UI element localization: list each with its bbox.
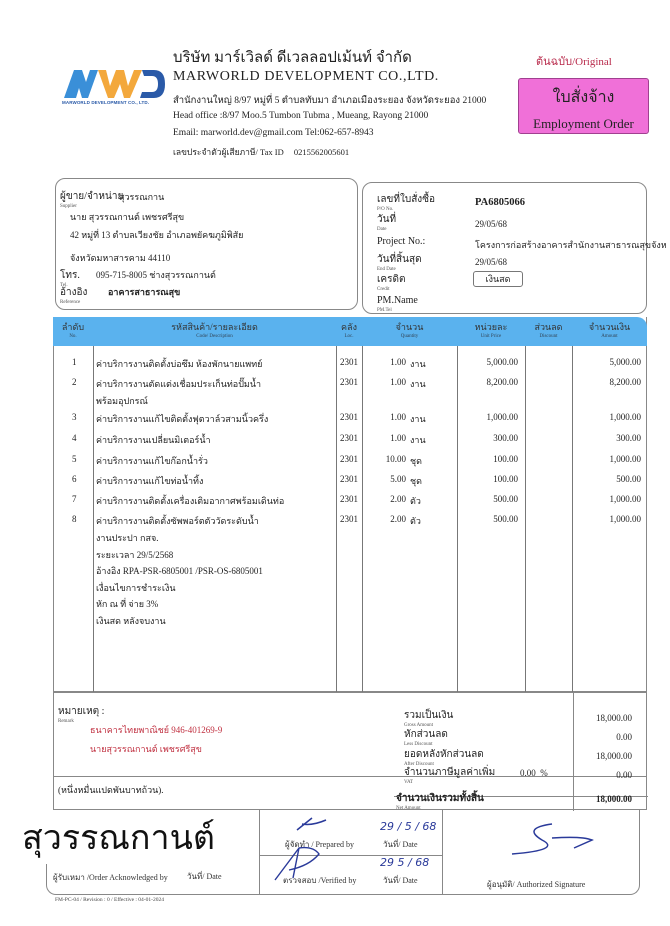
row-description: ค่าบริการงานแก้ไขท่อน้ำทิ้ง [96, 476, 204, 486]
mwd-logo-icon [62, 66, 166, 100]
company-address-en: Head office :8/97 Moo.5 Tumbon Tubma , Mueang, Rayong 21000 [173, 111, 429, 121]
col-divider [93, 346, 94, 692]
po-number: PA6805066 [475, 197, 525, 208]
prepared-date: 29 / 5 / 68 [380, 820, 437, 833]
company-tax-id-row [173, 145, 349, 159]
col-discount: ส่วนลด Discount [534, 322, 563, 339]
amount-in-words: (หนึ่งหมื่นแปดพันบาทถ้วน). [58, 785, 164, 795]
supplier-tel: 095-715-8005 ช่างสุวรรณกานต์ [96, 270, 216, 280]
remark-bank: ธนาคารไทยพาณิชย์ 946-401269-9 [90, 725, 223, 735]
po-info-box [362, 182, 667, 314]
row-location: 2301 [340, 514, 358, 524]
row-quantity: 2.00 [390, 494, 406, 504]
vat-amount: 0.00 [616, 770, 632, 780]
row-number: 8 [72, 514, 77, 524]
row-description: ค่าบริการงานติดตั้งเครื่องเติมอากาศพร้อมเดินท่อ [96, 496, 285, 506]
row-description: ค่าบริการงานติดตั้งบ่อซึม ห้องพักนายแพทย์ [96, 359, 263, 369]
row-description: ค่าบริการงานตัดแต่งเชื่อมประเก็นท่อปั๊มน้ำ [96, 379, 262, 389]
credit-label: เครดิต Credit [377, 274, 406, 292]
gross-label: รวมเป็นเงิน Gross Amount [404, 710, 454, 728]
row-number: 4 [72, 433, 77, 443]
verified-signature-icon [269, 842, 329, 882]
row-unit-price: 100.00 [493, 474, 518, 484]
col-no: ลำดับ No. [61, 322, 85, 339]
row-amount: 500.00 [616, 474, 641, 484]
col-divider [362, 346, 363, 692]
po-no-label: เลขที่ใบสั่งซื้อ P/O No. [377, 194, 435, 212]
supplier-box [55, 178, 358, 310]
row-quantity: 2.00 [390, 514, 406, 524]
net-amount: 18,000.00 [596, 794, 632, 804]
divider [442, 810, 443, 895]
note-line: อ้างอิง RPA-PSR-6805001 /PSR-OS-6805001 [96, 566, 263, 576]
row-amount: 1,000.00 [609, 494, 641, 504]
row-unit: ชุด [410, 476, 422, 486]
row-amount: 1,000.00 [609, 514, 641, 524]
note-line: งานประปา กสจ. [96, 533, 159, 543]
company-name-th: บริษัท มาร์เวิลด์ ดีเวลลอปเม้นท์ จำกัด [173, 50, 412, 66]
row-location: 2301 [340, 357, 358, 367]
verified-date-label: วันที่/ Date [383, 876, 418, 885]
row-location: 2301 [340, 494, 358, 504]
row-amount: 1,000.00 [609, 412, 641, 422]
row-description: ค่าบริการงานติดตั้งซัพพอร์ตตัววัดระดับน้ำ [96, 516, 259, 526]
remark-account-name: นายสุวรรณกานต์ เพชรศรีสุข [90, 744, 202, 754]
items-table-header [53, 317, 647, 346]
prepared-by-label: ผู้จัดทำ / Prepared by [285, 840, 354, 849]
project-name: โครงการก่อสร้างอาคารสำนักงานสาธารณสุขจังห [475, 240, 667, 250]
row-amount: 8,200.00 [609, 377, 641, 387]
note-line: เงินสด หลังจบงาน [96, 615, 166, 626]
row-quantity: 1.00 [390, 412, 406, 422]
doc-title-th: ใบสั่งจ้าง [552, 89, 615, 106]
company-name-en: MARWORLD DEVELOPMENT CO.,LTD. [173, 69, 439, 84]
document-title-badge [518, 78, 649, 134]
summary-section [53, 692, 647, 810]
company-address-th: สำนักงานใหญ่ 8/97 หมู่ที่ 5 ตำบลทับมา อำเภอเมืองระยอง จังหวัดระยอง 21000 [173, 96, 487, 106]
after-discount-label: ยอดหลังหักส่วนลด After Discount [404, 749, 484, 767]
note-line: หัก ณ ที่ จ่าย 3% [96, 599, 159, 609]
end-date-label: วันที่สิ้นสุด End Date [377, 254, 422, 272]
ack-date-label: วันที่/ Date [187, 872, 222, 881]
project-label: Project No.: [377, 236, 426, 247]
row-unit-price: 5,000.00 [486, 357, 518, 367]
row-unit-price: 500.00 [493, 514, 518, 524]
row-location: 2301 [340, 474, 358, 484]
supplier-address-2: จังหวัดมหาสารคาม 44110 [70, 253, 171, 263]
row-number: 7 [72, 494, 77, 504]
row-unit-price: 100.00 [493, 454, 518, 464]
authorized-signature-label: ผู้อนุมัติ/ Authorized Signature [487, 880, 586, 889]
row-quantity: 1.00 [390, 377, 406, 387]
discount-amount: 0.00 [616, 732, 632, 742]
row-quantity: 10.00 [385, 454, 406, 464]
company-contact: Email: marworld.dev@gmail.com Tel:062-657-8943 [173, 128, 374, 138]
col-location: คลัง Loc. [341, 322, 357, 339]
po-date: 29/05/68 [475, 219, 508, 229]
note-line: ระยะเวลา 29/5/2568 [96, 549, 174, 560]
row-description-cont: พร้อมอุปกรณ์ [96, 396, 148, 406]
row-location: 2301 [340, 377, 358, 387]
row-location: 2301 [340, 454, 358, 464]
col-description: รหัสสินค้า/รายละเอียด Code/ Description [171, 322, 258, 339]
contractor-name-stamp: สุวรรณกานต์ [18, 810, 219, 864]
tax-id-value: 0215562005601 [293, 147, 350, 157]
row-quantity: 5.00 [390, 474, 406, 484]
row-unit: ชุด [410, 456, 422, 466]
form-footer: FM-PC-04 / Revision : 0 / Effective : 04-01-2024 [55, 897, 164, 903]
divider [54, 776, 646, 777]
verified-by-label: ตรวจสอบ /Verified by [283, 876, 357, 885]
col-divider [573, 693, 574, 811]
row-number: 6 [72, 474, 77, 484]
row-unit: งาน [410, 414, 426, 424]
pm-label: PM.Name PM.Tel [377, 295, 418, 313]
note-line: เงื่อนไขการชำระเงิน [96, 582, 176, 593]
row-quantity: 1.00 [390, 357, 406, 367]
net-label: จำนวนเงินรวมทั้งสิ้น Net Amount [396, 793, 484, 811]
vat-rate: 0.00 % [520, 768, 548, 778]
verified-date: 29 5 / 68 [380, 856, 430, 869]
row-unit: งาน [410, 359, 426, 369]
row-number: 1 [72, 357, 77, 367]
row-location: 2301 [340, 412, 358, 422]
row-description: ค่าบริการงานแก้ไขก๊อกน้ำรั่ว [96, 456, 208, 466]
row-unit: งาน [410, 435, 426, 445]
row-unit-price: 300.00 [493, 433, 518, 443]
col-unit-price: หน่วยละ Unit Price [474, 322, 508, 339]
col-amount: จำนวนเงิน Amount [588, 322, 631, 339]
tel-label: โทร. Tel. [60, 270, 80, 288]
discount-label: หักส่วนลด Less Discount [404, 729, 448, 747]
row-unit-price: 1,000.00 [486, 412, 518, 422]
vat-label: จำนวนภาษีมูลค่าเพิ่ม VAT [404, 767, 496, 785]
supplier-address-1: 42 หมู่ที่ 13 ตำบลเวียงชัย อำเภอพยัคฆภูมิพิสัย [70, 230, 244, 240]
doc-title-en: Employment Order [533, 116, 634, 131]
logo-subtitle: MARWORLD DEVELOPMENT CO., LTD. [62, 100, 150, 105]
supplier-contact-name: นาย สุวรรณกานต์ เพชรศรีสุข [70, 212, 185, 222]
authorized-signature-icon [502, 818, 602, 858]
end-date: 29/05/68 [475, 257, 508, 267]
col-quantity: จำนวน Quantity [395, 322, 424, 339]
company-logo [62, 66, 166, 106]
supplier-reference: อาคารสาธารณสุข [108, 287, 181, 297]
supplier-label: ผู้ขาย/จำหน่าย Supplier [60, 191, 124, 209]
divider [259, 810, 260, 895]
date-label: วันที่ Date [377, 214, 397, 232]
row-unit-price: 8,200.00 [486, 377, 518, 387]
gross-amount: 18,000.00 [596, 713, 632, 723]
row-unit: ตัว [410, 516, 421, 526]
acknowledged-by-label: ผู้รับเหมา /Order Acknowledged by [53, 873, 168, 882]
row-unit-price: 500.00 [493, 494, 518, 504]
reference-label: อ้างอิง Reference [60, 287, 88, 305]
prepared-date-label: วันที่/ Date [383, 840, 418, 849]
row-description: ค่าบริการงานแก้ไขติดตั้งฟุตวาล์วสามนิ้วครึ่ง [96, 414, 269, 424]
row-unit: งาน [410, 379, 426, 389]
row-number: 2 [72, 377, 77, 387]
remark-label: หมายเหตุ : Remark [58, 706, 105, 724]
row-amount: 5,000.00 [609, 357, 641, 367]
col-divider [525, 346, 526, 692]
copy-label: ต้นฉบับ/Original [536, 56, 612, 68]
prepared-signature-icon [292, 812, 332, 834]
credit-term-box: เงินสด [473, 271, 523, 287]
row-number: 3 [72, 412, 77, 422]
row-amount: 1,000.00 [609, 454, 641, 464]
row-unit: ตัว [410, 496, 421, 506]
tax-id-label: เลขประจำตัวผู้เสียภาษี/ Tax ID [173, 147, 284, 157]
after-discount-amount: 18,000.00 [596, 751, 632, 761]
supplier-name: สุวรรณกาน [119, 192, 165, 202]
row-quantity: 1.00 [390, 433, 406, 443]
row-number: 5 [72, 454, 77, 464]
row-amount: 300.00 [616, 433, 641, 443]
row-description: ค่าบริการงานเปลี่ยนมิเตอร์น้ำ [96, 435, 211, 445]
row-location: 2301 [340, 433, 358, 443]
